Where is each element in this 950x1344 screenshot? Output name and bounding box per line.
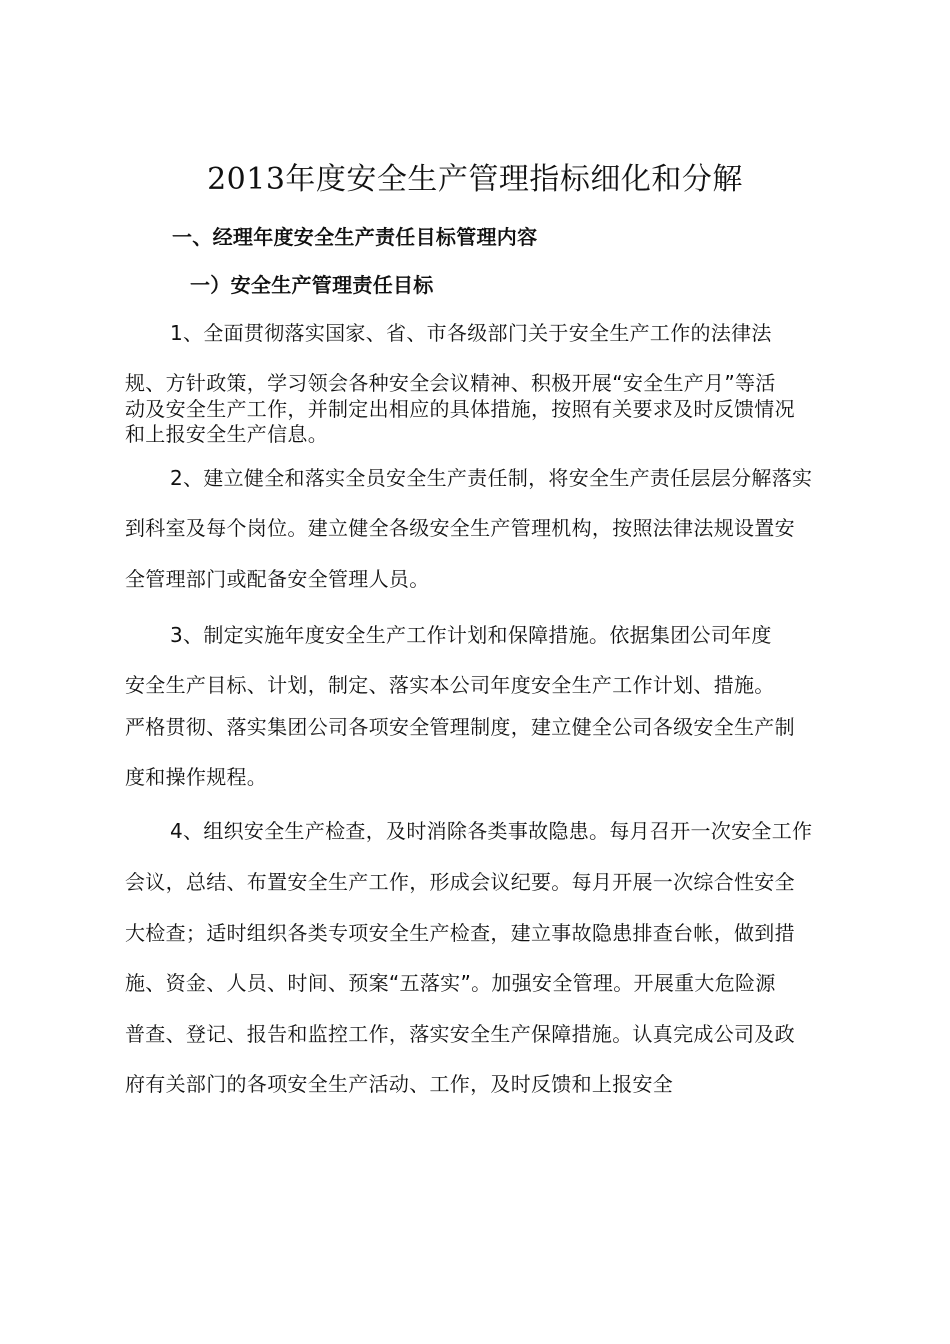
item3-line1: 3、制定实施年度安全生产工作计划和保障措施。依据集团公司年度 [170, 623, 772, 647]
item4-line1: 4、组织安全生产检查，及时消除各类事故隐患。每月召开一次安全工作 [170, 819, 813, 843]
item4-line5: 普查、登记、报告和监控工作，落实安全生产保障措施。认真完成公司及政 [125, 1022, 795, 1046]
item1-line2: 规、方针政策，学习领会各种安全会议精神、积极开展“安全生产月”等活 [125, 371, 776, 395]
item2-line1: 2、建立健全和落实全员安全生产责任制，将安全生产责任层层分解落实 [170, 466, 813, 490]
section-heading: 一、经理年度安全生产责任目标管理内容 [172, 225, 538, 249]
item3-line4: 度和操作规程。 [125, 765, 268, 789]
item4-line2: 会议，总结、布置安全生产工作，形成会议纪要。每月开展一次综合性安全 [125, 870, 795, 894]
item2-line2: 到科室及每个岗位。建立健全各级安全生产管理机构，按照法律法规设置安 [125, 516, 795, 540]
item1-line1: 1、全面贯彻落实国家、省、市各级部门关于安全生产工作的法律法 [170, 321, 772, 345]
item4-line3: 大检查；适时组织各类专项安全生产检查，建立事故隐患排查台帐，做到措 [125, 921, 795, 945]
document-title: 2013年度安全生产管理指标细化和分解 [207, 162, 743, 197]
item2-line3: 全管理部门或配备安全管理人员。 [125, 567, 430, 591]
item1-line4: 和上报安全生产信息。 [125, 422, 328, 446]
subsection-heading: 一）安全生产管理责任目标 [190, 273, 434, 297]
item4-line6: 府有关部门的各项安全生产活动、工作，及时反馈和上报安全 [125, 1072, 674, 1096]
item3-line2: 安全生产目标、计划，制定、落实本公司年度安全生产工作计划、措施。 [125, 673, 775, 697]
item1-line3: 动及安全生产工作，并制定出相应的具体措施，按照有关要求及时反馈情况 [125, 397, 795, 421]
item3-line3: 严格贯彻、落实集团公司各项安全管理制度，建立健全公司各级安全生产制 [125, 715, 795, 739]
item4-line4: 施、资金、人员、时间、预案“五落实”。加强安全管理。开展重大危险源 [125, 971, 776, 995]
